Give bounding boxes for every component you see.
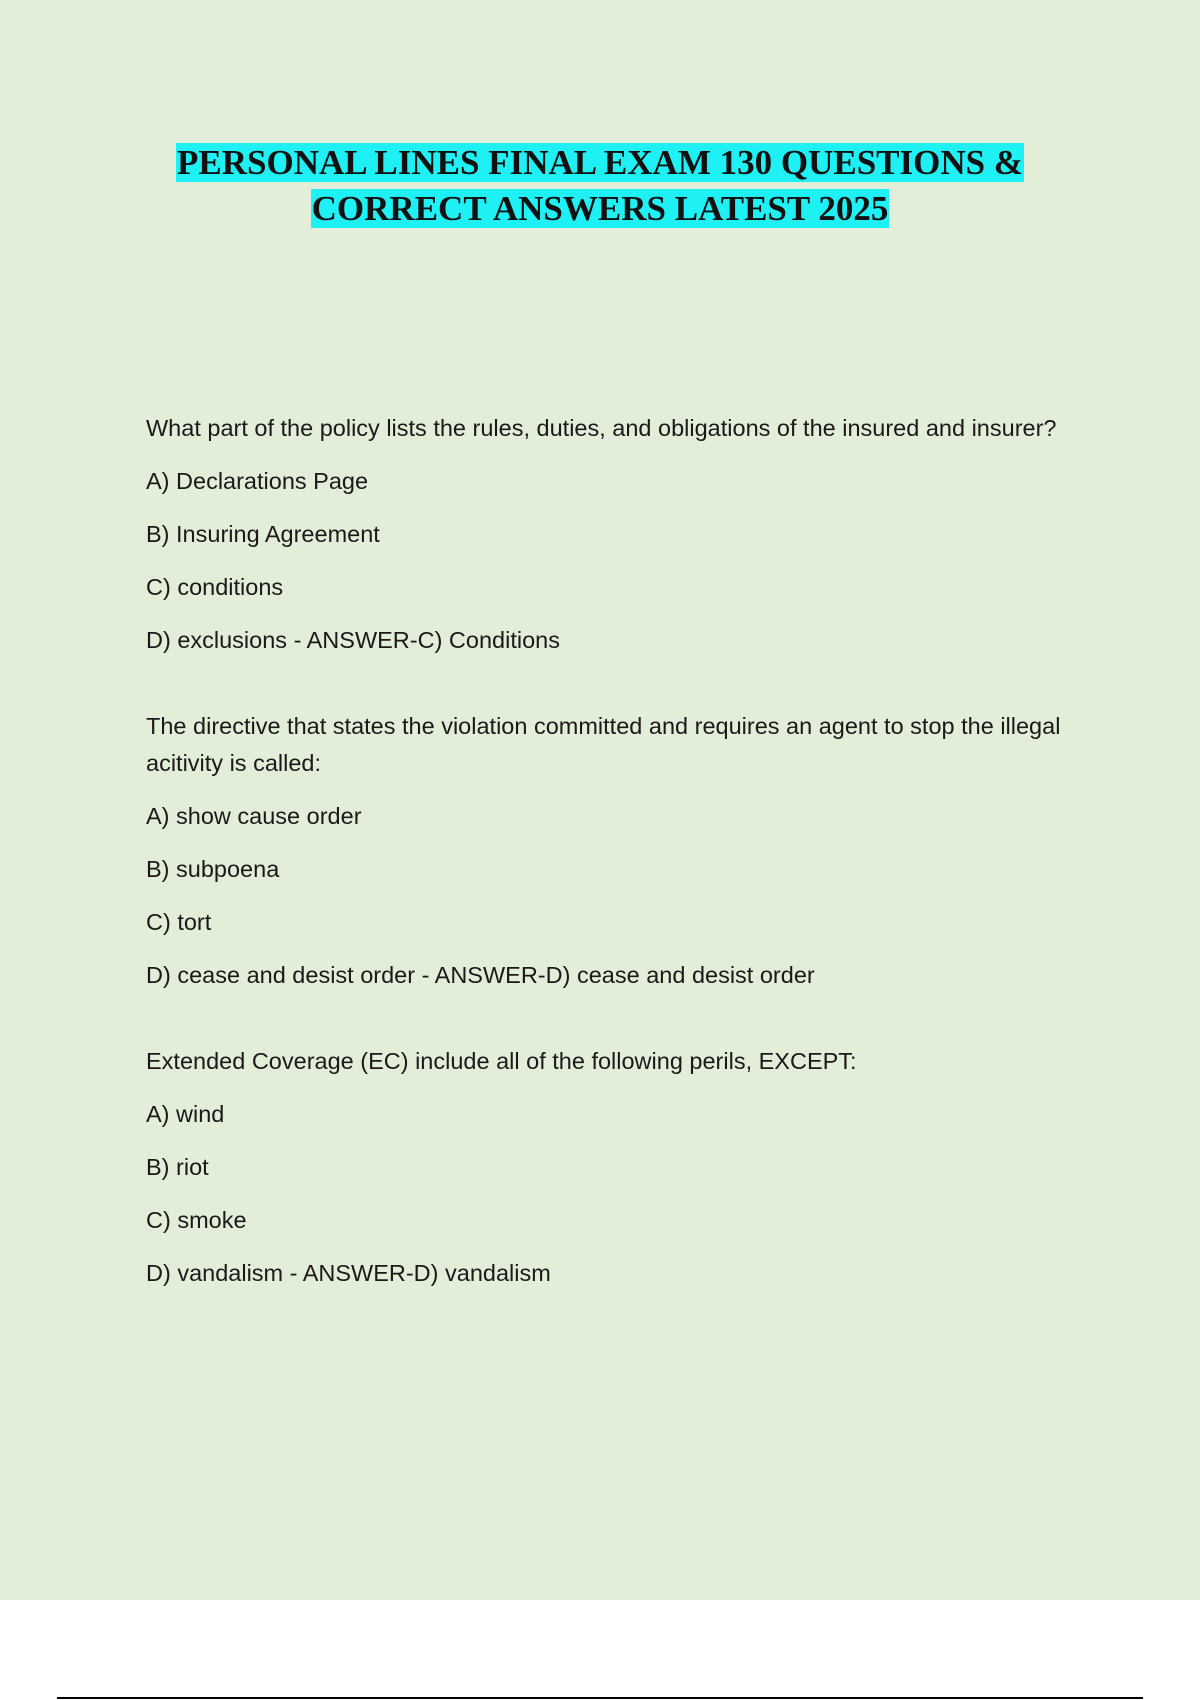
option-c: C) smoke — [146, 1207, 247, 1233]
title-line-2: CORRECT ANSWERS LATEST 2025 — [311, 189, 889, 228]
title-line-1: PERSONAL LINES FINAL EXAM 130 QUESTIONS & — [177, 143, 1023, 182]
option-b: B) subpoena — [146, 856, 280, 882]
option-a: A) Declarations Page — [146, 468, 369, 494]
option-b: B) riot — [146, 1154, 209, 1180]
option-c: C) tort — [146, 909, 212, 935]
footer-divider — [57, 1697, 1143, 1699]
option-a: A) show cause order — [146, 803, 362, 829]
question-text: Extended Coverage (EC) include all of the following perils, EXCEPT: — [146, 1048, 857, 1074]
questions-list — [146, 410, 1076, 1341]
option-b: B) Insuring Agreement — [146, 521, 380, 547]
question-3 — [146, 1043, 1076, 1291]
document-title — [0, 140, 1200, 232]
question-1 — [146, 410, 1076, 658]
option-d-with-answer: D) cease and desist order - ANSWER-D) cease and desist order — [146, 962, 815, 988]
question-2 — [146, 708, 1076, 993]
question-text: What part of the policy lists the rules, duties, and obligations of the insured and insurer? — [146, 415, 1057, 441]
question-text: The directive that states the violation committed and requires an agent to stop the illegal acitivity is called: — [146, 713, 1061, 776]
option-d-with-answer: D) vandalism - ANSWER-D) vandalism — [146, 1260, 551, 1286]
option-d-with-answer: D) exclusions - ANSWER-C) Conditions — [146, 627, 560, 653]
option-a: A) wind — [146, 1101, 225, 1127]
option-c: C) conditions — [146, 574, 284, 600]
